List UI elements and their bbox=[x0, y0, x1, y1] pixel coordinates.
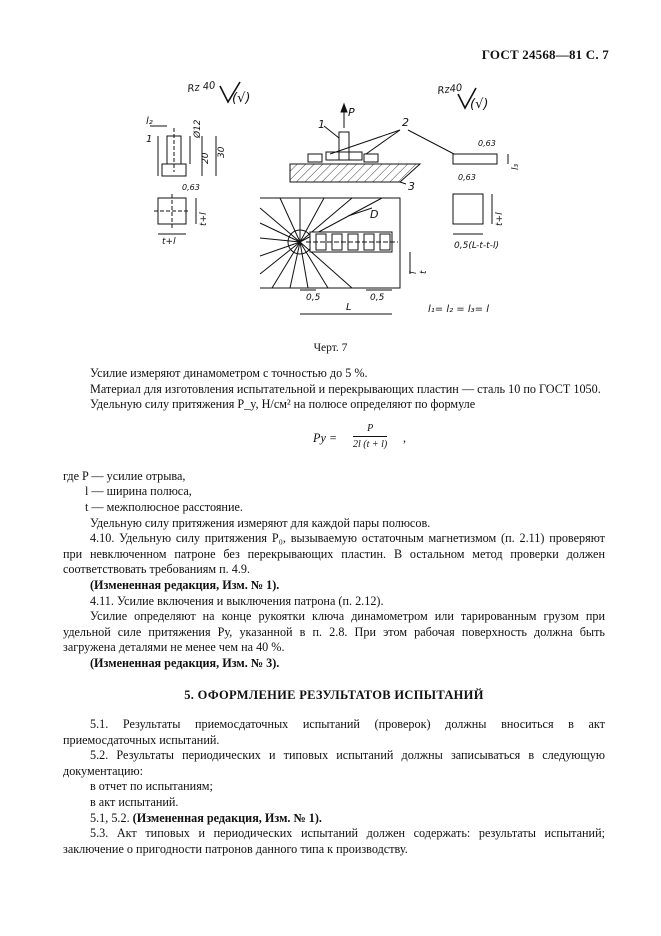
clause-ref: 5.1, 5.2. bbox=[90, 810, 130, 825]
label-1: 1 bbox=[318, 118, 325, 131]
definition: l — ширина полюса, bbox=[85, 484, 192, 499]
dim-t: t bbox=[419, 270, 429, 274]
dim-05-left: 0,5 bbox=[306, 293, 321, 303]
formula-denominator: 2l (t + l) bbox=[353, 439, 388, 451]
edit-note: (Измененная редакция, Изм. № 3). bbox=[90, 655, 280, 670]
page-header: ГОСТ 24568—81 С. 7 bbox=[481, 47, 609, 62]
dim-l: l bbox=[409, 271, 419, 274]
paragraph: в акт испытаний. bbox=[90, 795, 179, 810]
formula-tail: , bbox=[403, 430, 407, 445]
dim-L: L bbox=[346, 302, 352, 313]
chuck-side-view bbox=[290, 104, 454, 193]
paragraph: Удельную силу притяжения P_y, Н/см² на полюсе определяют по формуле bbox=[90, 397, 476, 412]
paragraph: Усилие измеряют динамометром с точностью до 5 %. bbox=[90, 366, 368, 380]
chuck-face-plan bbox=[260, 198, 429, 314]
label-P: P bbox=[348, 106, 355, 119]
body-text bbox=[63, 366, 605, 857]
figure-caption: Черт. 7 bbox=[313, 342, 348, 354]
roughness-label-left: Rz 40 bbox=[186, 80, 217, 95]
test-pin-front-view bbox=[146, 116, 227, 192]
dim-tl-vertical: t+l bbox=[199, 212, 209, 226]
technical-drawing bbox=[120, 78, 540, 333]
paragraph: Материал для изготовления испытательной и перекрывающих пластин — сталь 10 по ГОСТ 1050. bbox=[90, 381, 601, 396]
dim-30: 30 bbox=[217, 146, 227, 158]
roughness-mark-left: (√) bbox=[232, 91, 251, 106]
formula bbox=[103, 421, 605, 459]
paragraph: Удельную силу притяжения измеряют для каждой пары полюсов. bbox=[90, 515, 431, 530]
roughness-mark-right: (√) bbox=[470, 97, 489, 112]
dim-05-right: 0,5 bbox=[370, 293, 385, 303]
paragraph: 5.2. Результаты периодических и типовых испытаний должны записываться в следующую документацию: bbox=[63, 748, 605, 778]
roughness-label-right: Rz40 bbox=[436, 82, 464, 97]
dim-l2: l₂ bbox=[146, 116, 153, 127]
dim-1: 1 bbox=[146, 134, 153, 145]
formula-numerator: P bbox=[353, 421, 387, 438]
formula-fraction bbox=[353, 421, 387, 453]
definition: t — межполюсное расстояние. bbox=[85, 499, 243, 514]
formula-lhs: Pу = bbox=[313, 430, 338, 445]
edit-note: (Измененная редакция, Изм. № 1). bbox=[90, 577, 280, 592]
paragraph: 4.10. Удельную силу притяжения P₀, вызываемую остаточным магнетизмом (п. 2.11) проверяют при невключенном патроне без перекрывающих пластин. В остальном метод проверки должен соответствовать требованиям п. 4.9. bbox=[63, 531, 605, 577]
dim-tl-horizontal: t+l bbox=[162, 237, 176, 247]
paragraph: в отчет по испытаниям; bbox=[90, 779, 213, 794]
paragraph bbox=[63, 811, 605, 827]
paragraph: Усилие определяют на конце рукоятки ключа динамометром или тарированным грузом при удельной силе притяжения Pу, указанной в п. 2.8. При этом рабочая поверхность должна быть загружена деталями не менее чем на 40 %. bbox=[63, 609, 605, 655]
label-D: D bbox=[370, 208, 379, 221]
equality-note: l₁= l₂ = l₃= l bbox=[428, 304, 489, 315]
dim-l3: l₃ bbox=[511, 163, 521, 170]
dim-063-left: 0,63 bbox=[182, 183, 200, 192]
section-title: 5. ОФОРМЛЕНИЕ РЕЗУЛЬТАТОВ ИСПЫТАНИЙ bbox=[184, 687, 484, 702]
label-2: 2 bbox=[402, 116, 409, 129]
dim-dia12: Ø12 bbox=[193, 119, 203, 138]
dim-tl-right: t+l bbox=[495, 212, 505, 226]
label-3: 3 bbox=[408, 180, 415, 193]
edit-note: (Измененная редакция, Изм. № 1). bbox=[132, 810, 322, 825]
pin-top-view bbox=[154, 194, 209, 247]
paragraph: 4.11. Усилие включения и выключения патрона (п. 2.12). bbox=[90, 593, 384, 608]
paragraph: 5.1. Результаты приемосдаточных испытаний (проверок) должны вноситься в акт приемосдаточных испытаний. bbox=[63, 717, 605, 747]
dim-05-formula: 0,5(L-t-t-l) bbox=[454, 241, 499, 251]
paragraph: 5.3. Акт типовых и периодических испытаний должен содержать: результаты испытаний; заключение о пригодности патронов данного типа к производству. bbox=[63, 826, 605, 856]
dim-20: 20 bbox=[201, 152, 211, 164]
dim-063-r2: 0,63 bbox=[458, 173, 476, 182]
cover-plate-views bbox=[428, 83, 521, 315]
dim-063-r1: 0,63 bbox=[478, 139, 496, 148]
definition-intro: где P — усилие отрыва, bbox=[63, 468, 186, 483]
